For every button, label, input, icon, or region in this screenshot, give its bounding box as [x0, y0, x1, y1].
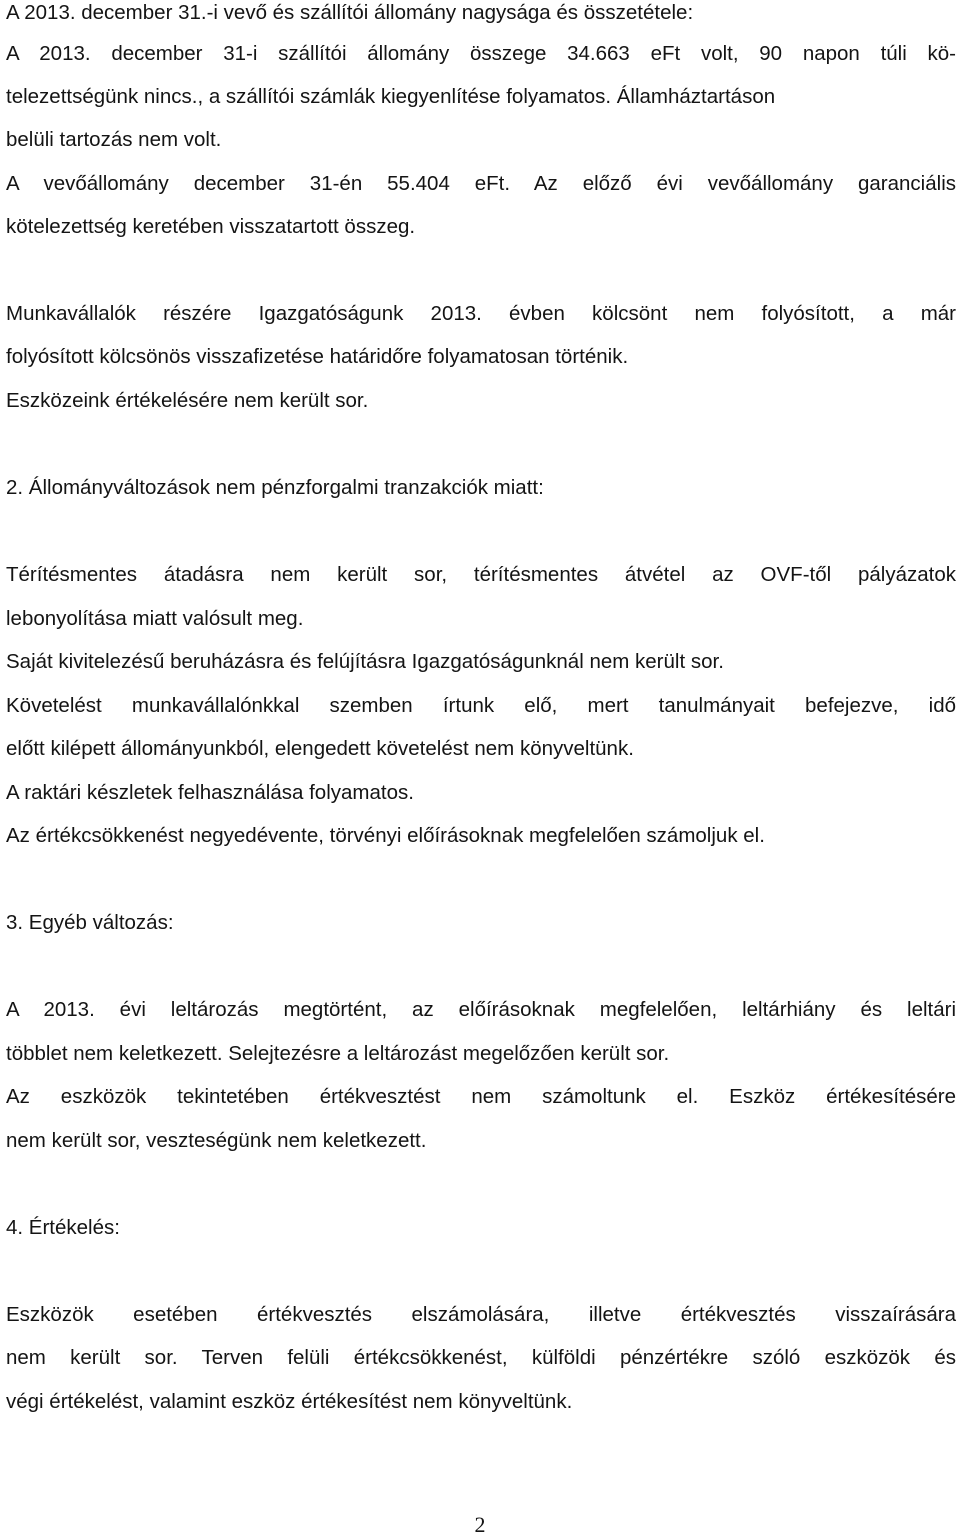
text-line: előtt kilépett állományunkból, elengedett követelést nem könyveltünk. [6, 737, 634, 760]
text-line: telezettségünk nincs., a szállítói számlák kiegyenlítése folyamatos. Államháztartáson [6, 85, 776, 108]
text-line: A 2013. december 31-i szállítói állomány összege 34.663 eFt volt, 90 napon túli kö- [6, 42, 956, 65]
text-line: Az eszközök tekintetében értékvesztést nem számoltunk el. Eszköz értékesítésére [6, 1085, 956, 1108]
text-line: kötelezettség keretében visszatartott összeg. [6, 215, 416, 238]
text-line: Az értékcsökkenést negyedévente, törvényi előírásoknak megfelelően számoljuk el. [6, 824, 765, 847]
text-line: A 2013. évi leltározás megtörtént, az előírásoknak megfelelően, leltárhiány és leltári [6, 998, 956, 1021]
section-heading-receivables-payables: A 2013. december 31.-i vevő és szállítói állomány nagysága és összetétele: [6, 1, 694, 24]
text-line: nem került sor, veszteségünk nem keletkezett. [6, 1129, 427, 1152]
text-line: A raktári készletek felhasználása folyamatos. [6, 781, 414, 804]
text-line: Munkavállalók részére Igazgatóságunk 2013. évben kölcsönt nem folyósított, a már [6, 302, 956, 325]
section-heading-non-cash-changes: 2. Állományváltozások nem pénzforgalmi tranzakciók miatt: [6, 476, 544, 499]
text-line: Saját kivitelezésű beruházásra és felújításra Igazgatóságunknál nem került sor. [6, 650, 724, 673]
text-line: Eszközök esetében értékvesztés elszámolására, illetve értékvesztés visszaírására [6, 1303, 956, 1326]
page-number: 2 [474, 1512, 486, 1537]
text-line: végi értékelést, valamint eszköz értékesítést nem könyveltünk. [6, 1390, 573, 1413]
text-line: nem került sor. Terven felüli értékcsökkenést, külföldi pénzértékre szóló eszközök és [6, 1346, 956, 1369]
text-line: belüli tartozás nem volt. [6, 128, 222, 151]
section-heading-valuation: 4. Értékelés: [6, 1216, 120, 1239]
text-line: A vevőállomány december 31-én 55.404 eFt. Az előző évi vevőállomány garanciális [6, 172, 956, 195]
text-line: Eszközeink értékelésére nem került sor. [6, 389, 369, 412]
section-heading-other-changes: 3. Egyéb változás: [6, 911, 174, 934]
text-line: Követelést munkavállalónkkal szemben írtunk elő, mert tanulmányait befejezve, idő [6, 694, 956, 717]
text-line: többlet nem keletkezett. Selejtezésre a leltározást megelőzően került sor. [6, 1042, 670, 1065]
document-page [6, 0, 956, 1537]
text-line: Térítésmentes átadásra nem került sor, térítésmentes átvétel az OVF-től pályázatok [6, 563, 956, 586]
text-line: folyósított kölcsönös visszafizetése határidőre folyamatosan történik. [6, 345, 629, 368]
text-line: lebonyolítása miatt valósult meg. [6, 607, 304, 630]
